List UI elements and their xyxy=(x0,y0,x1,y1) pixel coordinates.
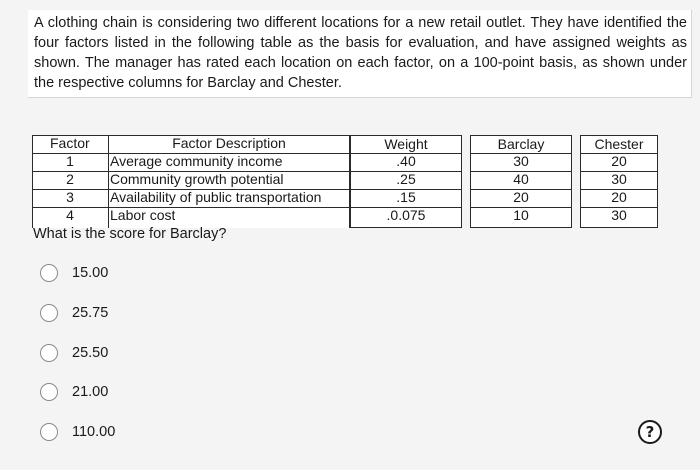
table-cell-chester: 30 xyxy=(611,207,627,223)
table-cell-weight: .25 xyxy=(396,171,416,187)
help-icon[interactable]: ? xyxy=(638,420,662,444)
answer-option-1[interactable] xyxy=(40,262,108,284)
answer-option-4[interactable] xyxy=(40,381,108,403)
table-cell-barclay: 20 xyxy=(513,189,529,205)
header-weight: Weight xyxy=(384,136,428,152)
option-label: 15.00 xyxy=(72,265,109,281)
answer-option-3[interactable] xyxy=(40,342,108,364)
radio-button[interactable] xyxy=(40,423,58,441)
answer-option-2[interactable] xyxy=(40,302,108,324)
radio-button[interactable] xyxy=(40,304,58,322)
question-prompt: What is the score for Barclay? xyxy=(33,226,227,242)
radio-button[interactable] xyxy=(40,264,58,282)
header-factor: Factor xyxy=(50,135,90,151)
table-cell-factor: 2 xyxy=(66,171,74,187)
option-label: 110.00 xyxy=(72,424,116,440)
table-cell-description: Community growth potential xyxy=(110,171,284,187)
table-cell-factor: 3 xyxy=(66,189,74,205)
table-cell-barclay: 30 xyxy=(513,153,529,169)
table-cell-description: Labor cost xyxy=(110,207,176,223)
table-cell-chester: 20 xyxy=(611,189,627,205)
answer-option-5[interactable] xyxy=(40,421,115,443)
table-cell-factor: 1 xyxy=(66,153,74,169)
table-cell-weight: .15 xyxy=(396,189,416,205)
radio-button[interactable] xyxy=(40,344,58,362)
header-barclay: Barclay xyxy=(497,136,545,152)
table-cell-barclay: 10 xyxy=(513,207,529,223)
table-cell-description: Availability of public transportation xyxy=(110,189,322,205)
header-description: Factor Description xyxy=(172,135,286,151)
option-label: 25.50 xyxy=(72,345,109,361)
factor-table xyxy=(32,135,658,228)
question-text: A clothing chain is considering two different locations for a new retail outlet. They have identified the four factors listed in the following table as the basis for evaluation, and have assigned weights as shown. The manager has rated each location on each factor, on a 100-point basis, as shown under the respective columns for Barclay and Chester. xyxy=(28,10,692,98)
option-label: 25.75 xyxy=(72,305,109,321)
option-label: 21.00 xyxy=(72,384,109,400)
table-cell-description: Average community income xyxy=(110,153,283,169)
table-cell-weight: .0.075 xyxy=(386,207,426,223)
radio-button[interactable] xyxy=(40,383,58,401)
table-cell-chester: 20 xyxy=(611,153,627,169)
header-chester: Chester xyxy=(594,136,644,152)
table-cell-barclay: 40 xyxy=(513,171,529,187)
table-cell-chester: 30 xyxy=(611,171,627,187)
table-cell-factor: 4 xyxy=(66,207,74,223)
table-cell-weight: .40 xyxy=(396,153,416,169)
